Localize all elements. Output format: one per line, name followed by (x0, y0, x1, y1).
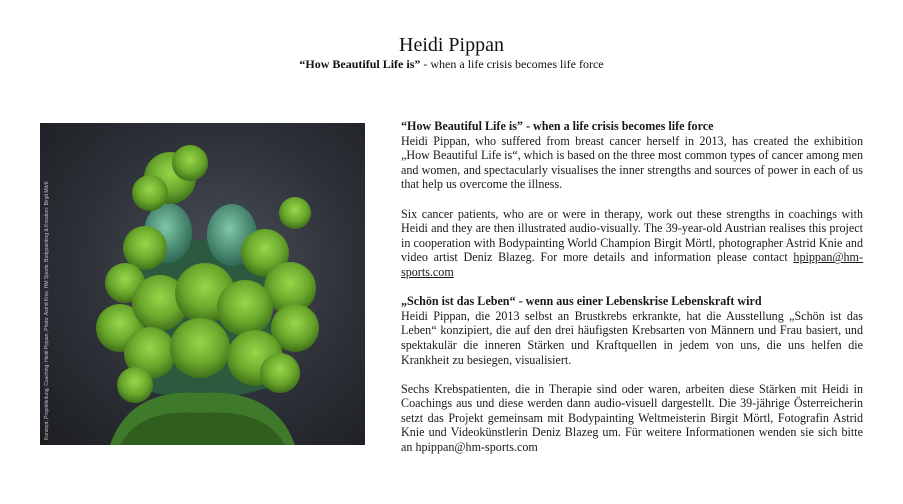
english-paragraph-1: Heidi Pippan, who suffered from breast cancer herself in 2013, has created the exhibition „How Beautiful Life is“, which is based on the three most common types of cancer among men and women, and spectacularly visualises the inner strengths and sources of power in each of us that help us overcome the illness. (401, 133, 863, 192)
subtitle-rest: - when a life crisis becomes life force (420, 57, 604, 71)
german-paragraph-1: Heidi Pippan, die 2013 selbst an Brustkrebs erkrankte, hat die Ausstellung „Schön ist das Leben“ konzipiert, die auf den drei häufigsten Krebsarten von Männern und Frau basiert, und spektakulär die inneren Stärken und Kraftquellen in jedem von uns, die uns helfen die Krankheit zu besiegen, visualisiert. (401, 308, 863, 367)
english-heading: “How Beautiful Life is” - when a life crisis becomes life force (401, 119, 714, 133)
german-paragraph-2-text: Sechs Krebspatienten, die in Therapie sind oder waren, arbeiten diese Stärken mit Heidi in Coachings aus und diese werden dann audio-visuell dargestellt. Die 39-jährige Österreicherin setzt das Projekt gemeinsam mit Bodypainting Weltmeisterin Birgit Mörtl, Fotografin Astrid Knie und Videokünstlerin Deniz Blazeg um. Für weitere Informationen wenden sie sich bitte an (401, 381, 863, 455)
page-title: Heidi Pippan (399, 34, 504, 56)
german-heading: „Schön ist das Leben“ - wenn aus einer Lebenskrise Lebenskraft wird (401, 294, 762, 309)
subtitle-bold: “How Beautiful Life is” (299, 57, 421, 71)
photo-credit: Konzept, Projektleitung, Coaching: Heidi Pippan, Photo: Astrid Knie, HM Sports, Bodypainting & Kreation: Birgit Mörtl (44, 181, 50, 440)
german-paragraph-2 (401, 382, 863, 455)
english-paragraph-2 (401, 207, 863, 280)
german-contact-email: hpippan@hm-sports.com (415, 440, 538, 455)
english-contact-email-link[interactable]: hpippan@hm-sports.com (401, 250, 863, 279)
english-paragraph-2-text: Six cancer patients, who are or were in therapy, work out these strengths in coachings with Heidi and they are then illustrated audio-visually. The 39-year-old Austrian realises this project in cooperation with Bodypainting World Champion Birgit Mörtl, photographer Astrid Knie and video artist Deniz Blazeg. For more details and information please contact (401, 206, 863, 265)
artwork-photo (40, 123, 365, 445)
artwork-illustration (40, 123, 365, 445)
page-subtitle (0, 57, 903, 72)
article-text (401, 119, 863, 455)
